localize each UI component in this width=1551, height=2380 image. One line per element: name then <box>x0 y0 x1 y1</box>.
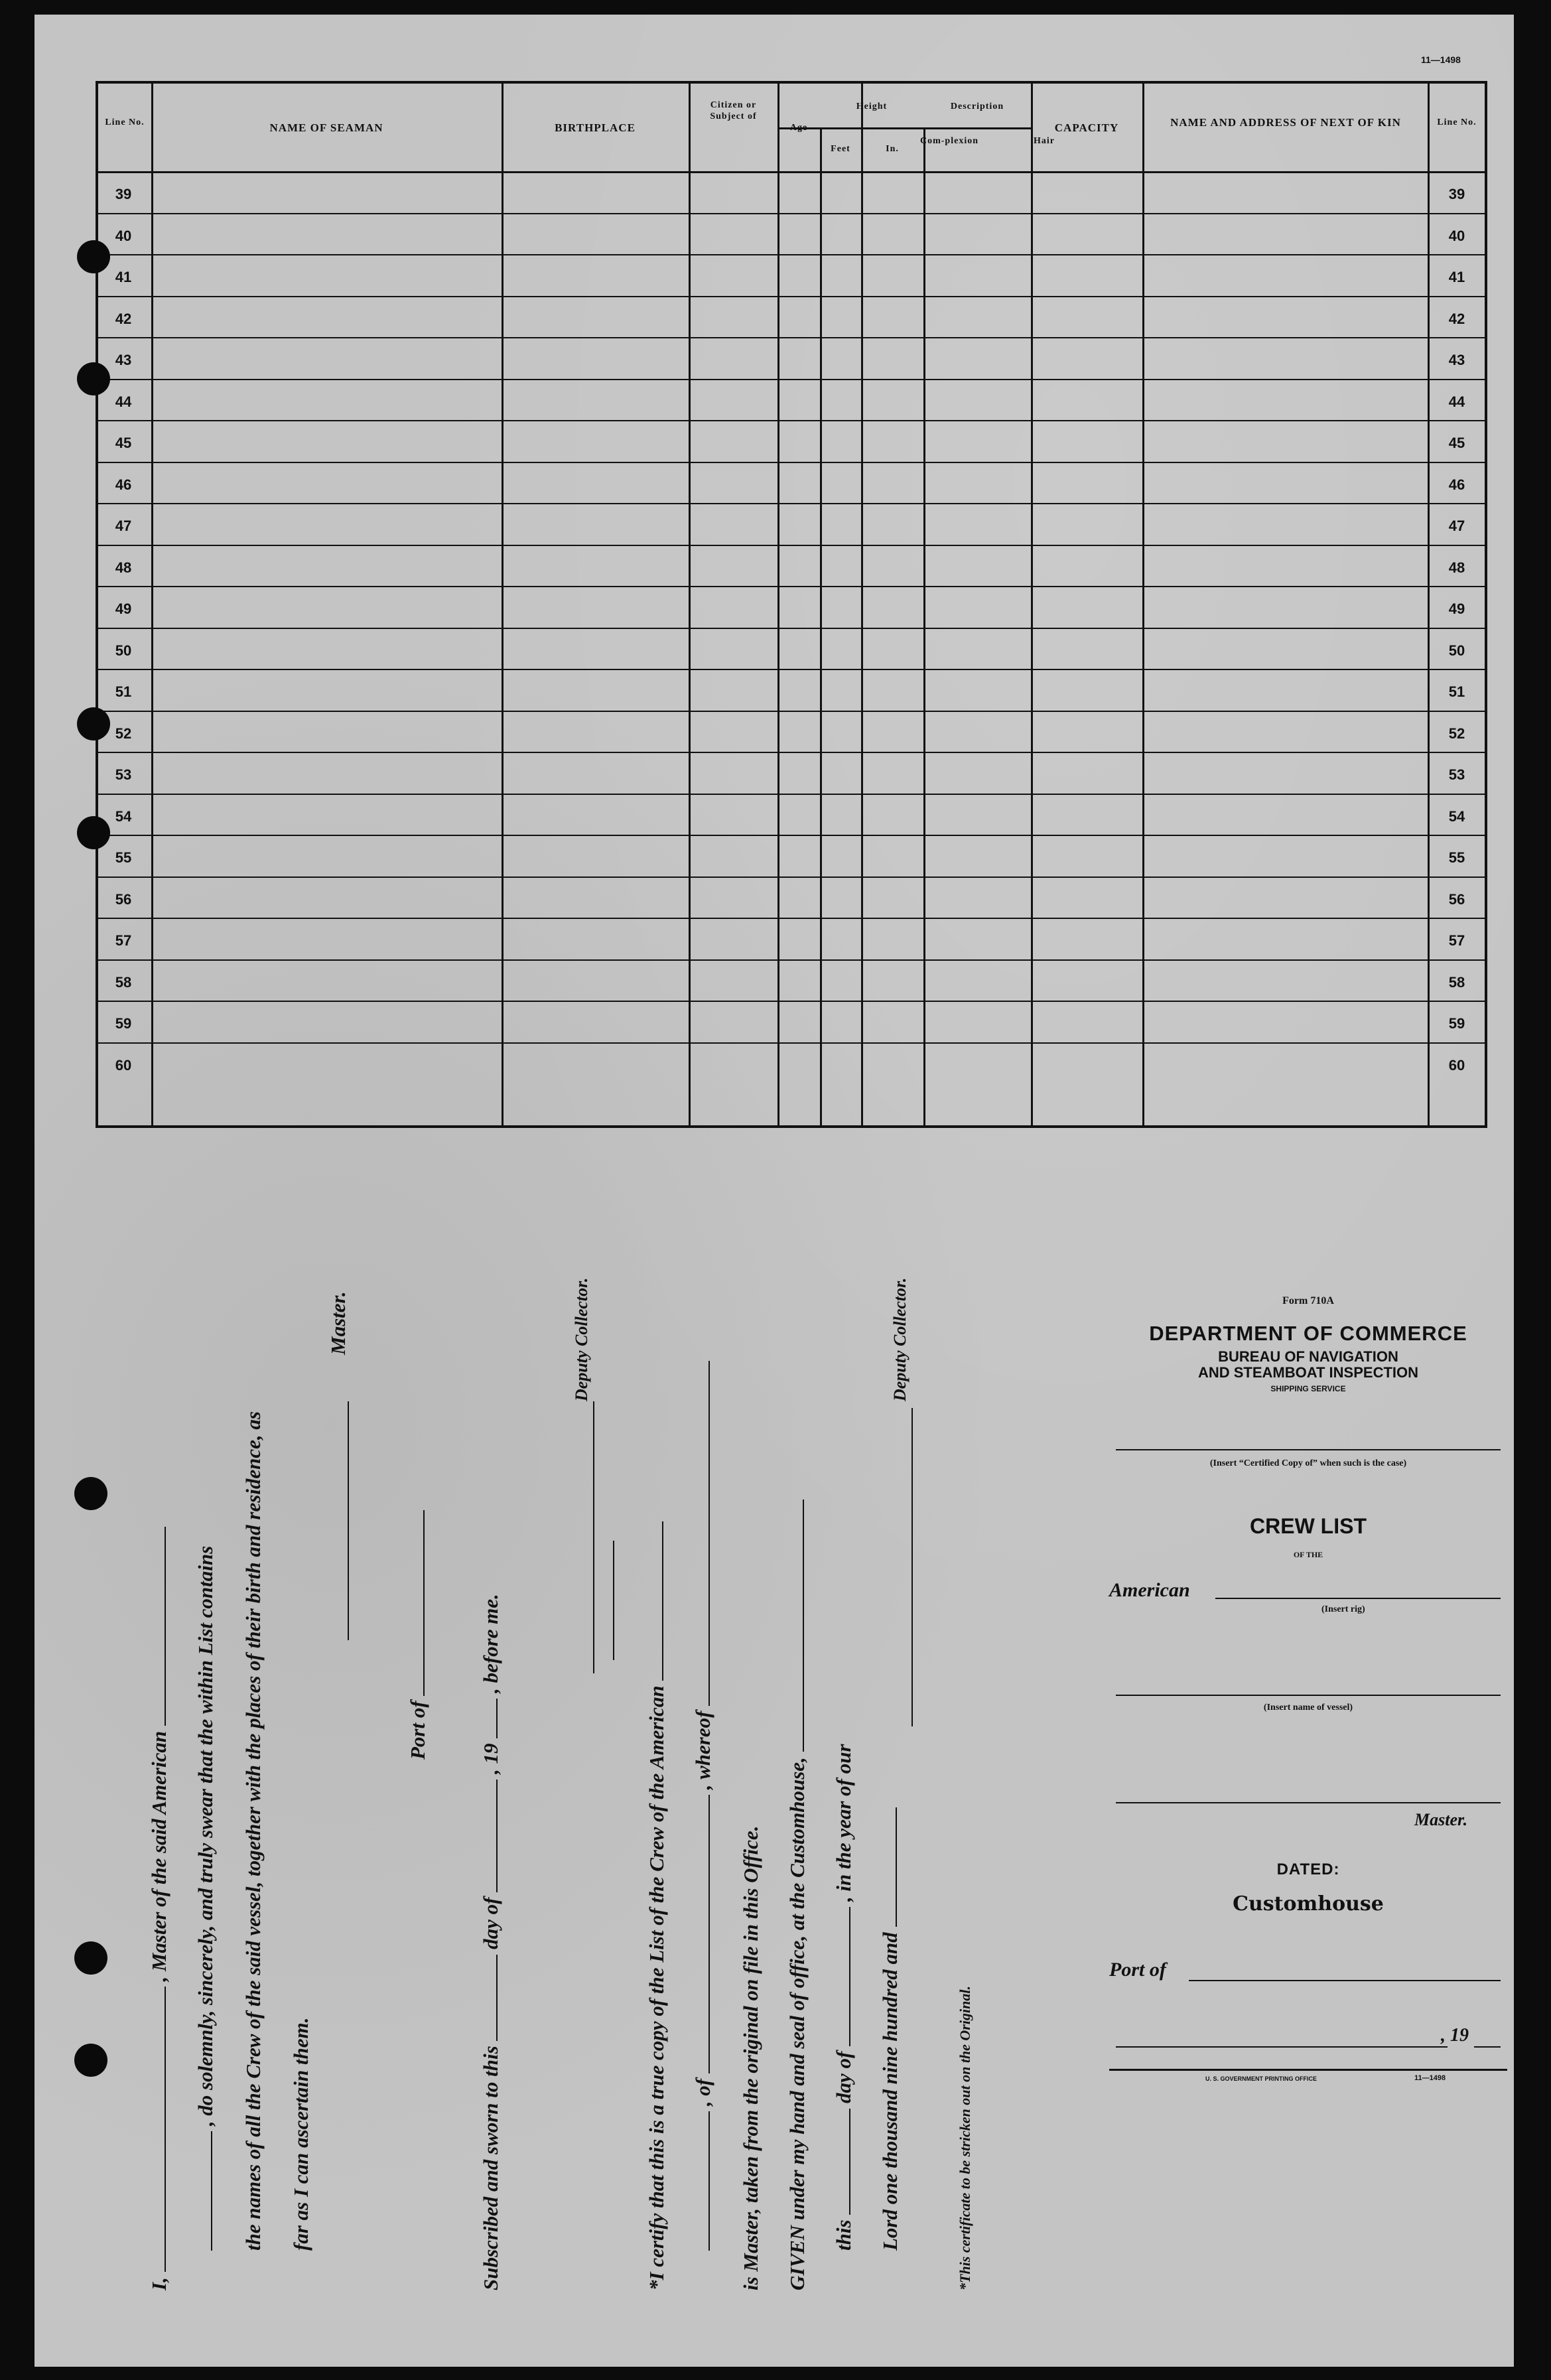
line-number-left: 42 <box>115 310 132 327</box>
binder-hole <box>77 240 110 273</box>
panel-year-label: , 19 <box>1441 2025 1469 2046</box>
form-code-bottom: 11—1498 <box>1414 2074 1446 2082</box>
certify-whereof: , whereof <box>691 1711 714 1790</box>
line-number-right: 46 <box>1448 476 1465 493</box>
line-number-right: 44 <box>1448 393 1465 410</box>
binder-hole <box>77 816 110 849</box>
table-row-divider <box>98 628 1485 629</box>
seal-line <box>612 1541 614 1660</box>
subscribed-day-of: day of <box>479 1897 502 1949</box>
line-number-right: 42 <box>1448 310 1465 327</box>
given-this: this <box>832 2219 855 2251</box>
subscribed-year-blank[interactable] <box>480 1699 498 1738</box>
dated-label: DATED: <box>1276 1860 1340 1878</box>
given-customhouse-blank[interactable] <box>787 1500 804 1752</box>
header-line-no: Line No. <box>105 117 145 127</box>
subscribed-day-blank[interactable] <box>480 1955 498 2041</box>
master-signature-line[interactable] <box>346 1401 349 1640</box>
header-feet: Feet <box>831 144 850 154</box>
port-of-label: Port of <box>406 1701 429 1760</box>
table-row-divider <box>98 213 1485 214</box>
line-number-right: 39 <box>1448 186 1465 202</box>
certificate-i: I, <box>147 2277 170 2290</box>
crew-table <box>96 81 1487 1128</box>
header-divider <box>98 171 1485 173</box>
header-complexion: Com-plexion <box>920 136 978 146</box>
line-number-left: 58 <box>115 973 132 991</box>
table-row-divider <box>98 254 1485 255</box>
col-line <box>502 84 504 1125</box>
binder-hole <box>77 707 110 740</box>
line-number-left: 44 <box>115 393 132 410</box>
header-citizen: Citizen or Subject of <box>710 100 757 121</box>
line-number-left: 51 <box>115 683 132 700</box>
line-number-right: 58 <box>1448 973 1465 991</box>
department-title: DEPARTMENT OF COMMERCE <box>1149 1322 1467 1345</box>
shipping-service: SHIPPING SERVICE <box>1270 1384 1346 1393</box>
line-number-left: 47 <box>115 518 132 534</box>
certificate-footnote: *This certificate to be stricken out on the Original. <box>957 1986 973 2290</box>
col-line <box>1428 84 1430 1125</box>
table-row-divider <box>98 1042 1485 1044</box>
col-line <box>1031 84 1033 1125</box>
table-row-divider <box>98 379 1485 380</box>
line-number-right: 56 <box>1448 890 1465 908</box>
line-number-right: 40 <box>1448 227 1465 244</box>
table-row-divider <box>98 420 1485 421</box>
certificate-block <box>127 1229 1023 2290</box>
line-number-left: 53 <box>115 766 132 783</box>
binder-hole <box>77 362 110 395</box>
line-number-left: 60 <box>115 1056 132 1074</box>
col-line <box>923 127 925 1125</box>
given-year-of-our: , in the year of our <box>832 1744 855 1902</box>
col-line <box>689 84 691 1125</box>
header-description: Description <box>950 102 1004 111</box>
line-number-right: 41 <box>1448 269 1465 285</box>
line-number-right: 49 <box>1448 600 1465 617</box>
insert-vessel-note: (Insert name of vessel) <box>1263 1703 1353 1713</box>
line-number-right: 57 <box>1448 932 1465 949</box>
master-name-blank[interactable] <box>149 1987 166 2272</box>
table-row-divider <box>98 794 1485 795</box>
line-number-right: 48 <box>1448 559 1465 576</box>
col-line <box>151 84 153 1125</box>
col-line <box>777 84 779 1125</box>
date-line[interactable] <box>1116 2045 1448 2048</box>
given-line-a: GIVEN under my hand and seal of office, at the Customhouse, <box>785 1757 809 2290</box>
line-number-left: 46 <box>115 476 132 493</box>
line-number-right: 47 <box>1448 518 1465 534</box>
certificate-line-4: far as I can ascertain them. <box>289 2017 312 2251</box>
bureau-line-2: AND STEAMBOAT INSPECTION <box>1197 1364 1419 1381</box>
header-height: Height <box>856 102 888 111</box>
certify-of-blank-1[interactable] <box>693 2111 710 2251</box>
line-number-right: 60 <box>1448 1056 1465 1074</box>
rig-line[interactable] <box>1215 1596 1501 1599</box>
given-year-blank[interactable] <box>880 1807 897 1927</box>
year-line[interactable] <box>1474 2045 1501 2048</box>
col-line <box>861 84 863 1125</box>
line-number-right: 43 <box>1448 352 1465 368</box>
line-number-left: 50 <box>115 642 132 659</box>
line-number-left: 54 <box>115 807 132 825</box>
line-number-left: 55 <box>115 849 132 866</box>
given-day-blank[interactable] <box>833 2109 850 2215</box>
subscribed-year: , 19 <box>479 1743 502 1774</box>
table-row-divider <box>98 462 1485 463</box>
line-number-left: 56 <box>115 890 132 908</box>
certified-copy-line[interactable] <box>1116 1448 1501 1450</box>
certificate-line-3: the names of all the Crew of the said vessel, together with the places of their birth and residence, as <box>241 1411 265 2251</box>
vessel-name-blank[interactable] <box>149 1527 166 1726</box>
line-number-right: 51 <box>1448 683 1465 700</box>
header-next-of-kin: NAME AND ADDRESS OF NEXT OF KIN <box>1170 116 1401 129</box>
table-row-divider <box>98 586 1485 587</box>
table-row-divider <box>98 711 1485 712</box>
panel-bottom-rule <box>1109 2069 1507 2071</box>
deputy-collector-label-2: Deputy Collector. <box>890 1277 910 1401</box>
line-number-right: 53 <box>1448 766 1465 783</box>
given-lord: Lord one thousand nine hundred and <box>878 1932 902 2251</box>
certify-master-blank[interactable] <box>693 1361 710 1706</box>
table-row-divider <box>98 918 1485 919</box>
header-age: Age <box>789 123 808 133</box>
subscribed-before-me: , before me. <box>479 1594 502 1693</box>
panel-port-line[interactable] <box>1189 1979 1501 1981</box>
certify-of-blank-2[interactable] <box>693 1795 710 2073</box>
table-row-divider <box>98 876 1485 878</box>
certify-vessel-blank[interactable] <box>646 1521 663 1681</box>
line-number-left: 43 <box>115 352 132 368</box>
line-number-left: 41 <box>115 269 132 285</box>
line-number-left: 48 <box>115 559 132 576</box>
form-code-top: 11—1498 <box>1421 54 1461 65</box>
given-day-of: day of <box>832 2051 855 2103</box>
gpo-imprint: U. S. GOVERNMENT PRINTING OFFICE <box>1205 2075 1317 2082</box>
certify-line-d: is Master, taken from the original on file in this Office. <box>739 1825 762 2290</box>
line-number-right: 52 <box>1448 725 1465 742</box>
master-name-line[interactable] <box>1116 1801 1501 1803</box>
binder-hole <box>74 1477 107 1510</box>
line-number-right: 55 <box>1448 849 1465 866</box>
given-month-blank[interactable] <box>833 1907 850 2046</box>
panel-master-label: Master. <box>1414 1810 1468 1829</box>
form-number: Form 710A <box>1282 1295 1334 1306</box>
header-birthplace: BIRTHPLACE <box>555 121 636 134</box>
table-row-divider <box>98 296 1485 297</box>
table-row-divider <box>98 835 1485 836</box>
header-inches: In. <box>886 144 899 154</box>
bureau-line-1: BUREAU OF NAVIGATION <box>1218 1348 1398 1365</box>
master-label: Master. <box>326 1291 350 1355</box>
port-of-blank[interactable] <box>407 1510 425 1696</box>
line-number-left: 40 <box>115 227 132 244</box>
deputy-signature-line-2[interactable] <box>910 1408 913 1726</box>
subscribed-label: Subscribed and sworn to this <box>479 2046 502 2290</box>
insert-rig-note: (Insert rig) <box>1321 1604 1365 1614</box>
line-number-left: 57 <box>115 932 132 949</box>
header-capacity: CAPACITY <box>1054 121 1119 134</box>
deputy-collector-label: Deputy Collector. <box>572 1277 591 1401</box>
document-sheet <box>34 15 1514 2367</box>
table-row-divider <box>98 669 1485 670</box>
col-line <box>820 127 822 1125</box>
vessel-name-blank-2[interactable] <box>195 2131 212 2251</box>
panel-port-of-label: Port of <box>1109 1959 1166 1981</box>
line-number-right: 54 <box>1448 807 1465 825</box>
line-number-left: 45 <box>115 435 132 451</box>
binder-hole <box>74 2044 107 2077</box>
certify-line-a: *I certify that this is a true copy of the List of the Crew of the American <box>645 1685 668 2290</box>
header-line-no-right: Line No. <box>1437 117 1477 127</box>
line-number-left: 39 <box>115 186 132 202</box>
customhouse-label: Customhouse <box>1233 1892 1384 1916</box>
table-row-divider <box>98 337 1485 338</box>
header-hair: Hair <box>1034 136 1055 146</box>
of-the-label: OF THE <box>1293 1550 1323 1559</box>
certify-of: , of <box>691 2078 714 2107</box>
certificate-line-2: , do solemnly, sincerely, and truly swear that the within List contains <box>194 1545 217 2127</box>
line-number-left: 52 <box>115 725 132 742</box>
table-row-divider <box>98 752 1485 753</box>
table-row-divider <box>98 959 1485 961</box>
line-number-right: 45 <box>1448 435 1465 451</box>
insert-certified-note: (Insert “Certified Copy of” when such is the case) <box>1209 1458 1407 1468</box>
binder-hole <box>74 1941 107 1975</box>
table-row-divider <box>98 503 1485 504</box>
deputy-signature-line[interactable] <box>592 1401 594 1673</box>
line-number-left: 59 <box>115 1015 132 1032</box>
header-name-of-seaman: NAME OF SEAMAN <box>269 121 383 134</box>
line-number-right: 59 <box>1448 1015 1465 1032</box>
line-number-left: 49 <box>115 600 132 617</box>
crew-list-title: CREW LIST <box>1250 1514 1367 1538</box>
vessel-name-line[interactable] <box>1116 1693 1501 1696</box>
american-label: American <box>1109 1579 1190 1601</box>
certificate-line-1: , Master of the said American <box>147 1730 170 1982</box>
line-number-right: 50 <box>1448 642 1465 659</box>
table-row-divider <box>98 1001 1485 1002</box>
subscribed-month-blank[interactable] <box>480 1780 498 1892</box>
table-row-divider <box>98 545 1485 546</box>
col-line <box>1142 84 1144 1125</box>
